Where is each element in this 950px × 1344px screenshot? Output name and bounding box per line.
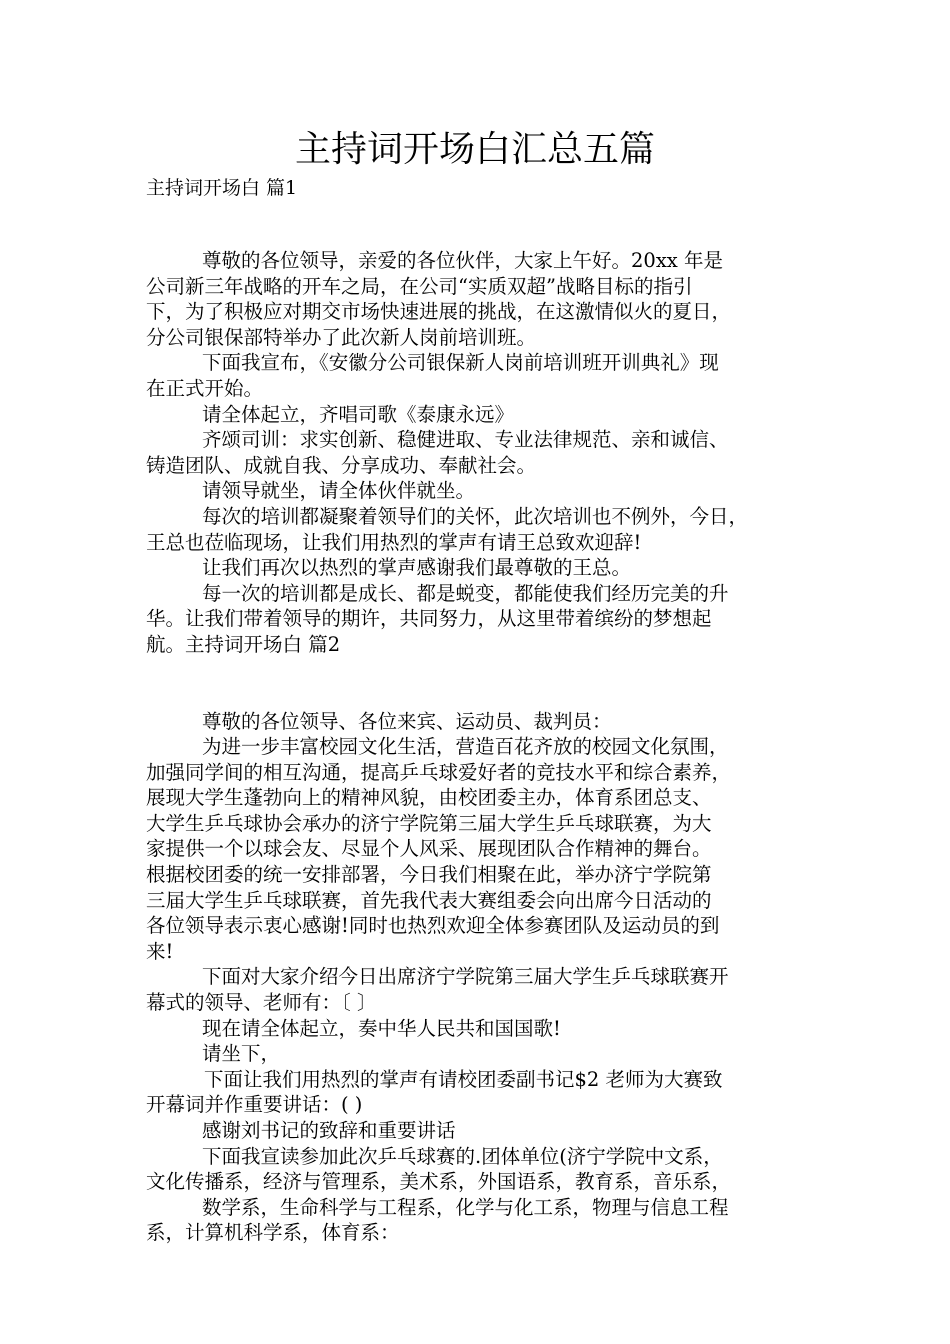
- paragraph-line: 每一次的培训都是成长、都是蜕变，都能使我们经历完美的升: [202, 581, 729, 605]
- paragraph-line: 三届大学生乒乓球联赛，首先我代表大赛组委会向出席今日活动的: [146, 888, 712, 912]
- paragraph-line: 幕式的领导、老师有：〔 〕: [146, 991, 377, 1015]
- paragraph-line: 尊敬的各位领导、各位来宾、运动员、裁判员：: [202, 709, 612, 733]
- paragraph-line: 家提供一个以球会友、尽显个人风采、展现团队合作精神的舞台。: [146, 837, 712, 861]
- paragraph-line: 分公司银保部特举办了此次新人岗前培训班。: [146, 325, 537, 349]
- paragraph-line: 齐颂司训：求实创新、稳健进取、专业法律规范、亲和诚信、: [202, 428, 729, 452]
- paragraph-line: 每次的培训都凝聚着领导们的关怀，此次培训也不例外，今日，: [202, 504, 749, 528]
- paragraph-line: 感谢刘书记的致辞和重要讲话: [202, 1119, 456, 1142]
- paragraph-line: 请坐下，: [202, 1042, 281, 1066]
- document-body: [146, 248, 826, 1246]
- paragraph-line: 现在请全体起立，奏中华人民共和国国歌!: [202, 1016, 561, 1040]
- paragraph-line: 下面让我们用热烈的掌声有请校团委副书记$2 老师为大赛致: [204, 1067, 723, 1091]
- paragraph-line: 各位领导表示衷心感谢!同时也热烈欢迎全体参赛团队及运动员的到: [146, 914, 720, 938]
- paragraph-line: 下面我宣读参加此次乒乓球赛的.团体单位(济宁学院中文系，: [202, 1144, 723, 1168]
- paragraph-line: 公司新三年战略的开车之局，在公司“实质双超”战略目标的指引: [146, 274, 693, 298]
- paragraph-line: 为进一步丰富校园文化生活，营造百花齐放的校园文化氛围，: [202, 735, 729, 759]
- paragraph-line: 展现大学生蓬勃向上的精神风貌，由校团委主办，体育系团总支、: [146, 786, 712, 810]
- document-title: 主持词开场白汇总五篇: [294, 129, 655, 170]
- paragraph-line: 根据校团委的统一安排部署，今日我们相聚在此，举办济宁学院第: [146, 863, 712, 887]
- paragraph-line: 来!: [146, 939, 174, 963]
- paragraph-line: 开幕词并作重要讲话：( ): [146, 1093, 363, 1117]
- paragraph-line: 铸造团队、成就自我、分享成功、奉献社会。: [146, 453, 537, 477]
- paragraph-line: 下面对大家介绍今日出席济宁学院第三届大学生乒乓球联赛开: [202, 965, 729, 989]
- paragraph-line: 下，为了积极应对期交市场快速进展的挑战，在这激情似火的夏日，: [146, 300, 732, 324]
- paragraph-line: 在正式开始。: [146, 376, 264, 400]
- paragraph-line: 系，计算机科学系，体育系：: [146, 1221, 400, 1245]
- paragraph-line: 请全体起立，齐唱司歌《泰康永远》: [202, 402, 515, 426]
- section-spacer: [146, 658, 826, 709]
- paragraph-line: 请领导就坐，请全体伙伴就坐。: [202, 479, 476, 503]
- paragraph-line: 大学生乒乓球协会承办的济宁学院第三届大学生乒乓球联赛，为大: [146, 811, 712, 835]
- paragraph-line: 尊敬的各位领导，亲爱的各位伙伴，大家上午好。20xx 年是: [202, 249, 724, 272]
- paragraph-line: 数学系，生命科学与工程系，化学与化工系，物理与信息工程: [202, 1195, 729, 1219]
- paragraph-line: 加强同学间的相互沟通，提高乒乓球爱好者的竞技水平和综合素养，: [146, 760, 732, 784]
- paragraph-line: 王总也莅临现场，让我们用热烈的掌声有请王总致欢迎辞!: [146, 530, 642, 554]
- paragraph-line: 让我们再次以热烈的掌声感谢我们最尊敬的王总。: [202, 556, 632, 580]
- paragraph-line: 下面我宣布，《安徽分公司银保新人岗前培训班开训典礼》现: [202, 351, 719, 375]
- paragraph-line: 文化传播系，经济与管理系，美术系，外国语系，教育系，音乐系，: [146, 1170, 732, 1194]
- paragraph-line: 华。让我们带着领导的期许，共同努力，从这里带着缤纷的梦想起: [146, 607, 712, 631]
- paragraph-line: 航。主持词开场白 篇2: [146, 632, 341, 656]
- section-heading: 主持词开场白 篇1: [146, 177, 298, 199]
